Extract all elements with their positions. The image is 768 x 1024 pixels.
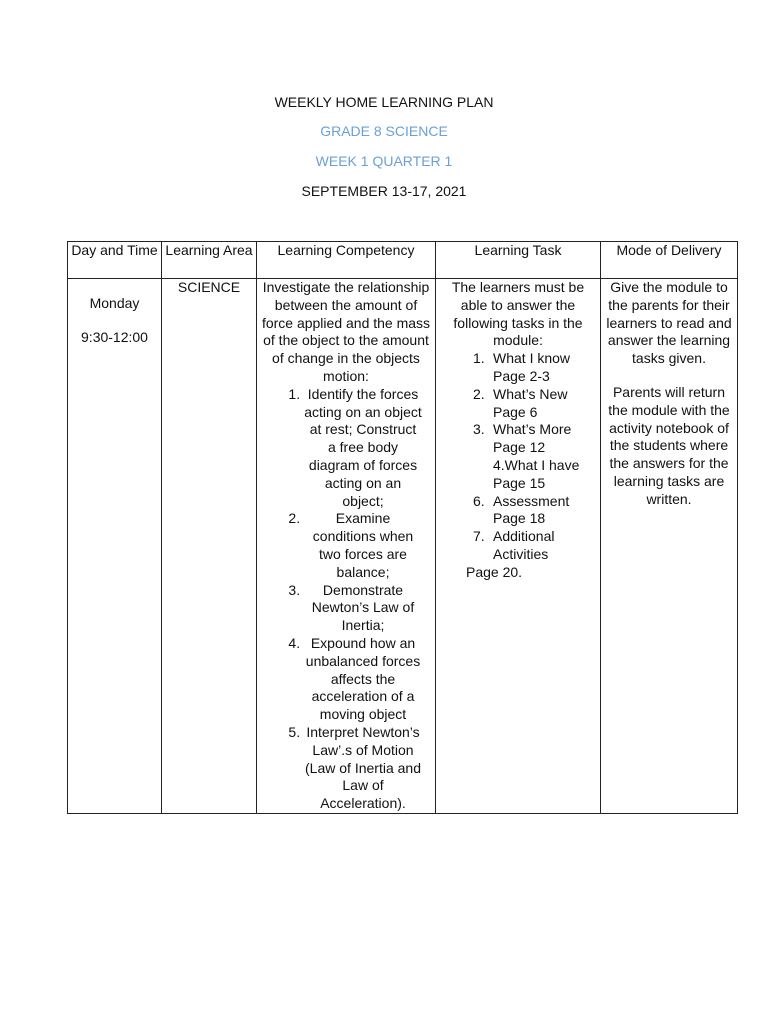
competency-item: 4. Expound how an unbalanced forces affects the acceleration of a moving object <box>304 635 432 724</box>
task-name: What’s New <box>493 385 568 402</box>
task-name: What’s More <box>493 421 572 438</box>
delivery-instructions: Give the module to the parents for their learners to read and answer the learning tasks given. <box>606 279 732 367</box>
learning-plan-table <box>67 241 738 814</box>
header-day-time: Day and Time <box>68 242 162 279</box>
competency-intro: Investigate the relationship between the amount of force applied and the mass of the object to the amount of change in the objects motion: <box>261 279 431 384</box>
task-item <box>473 350 597 386</box>
task-page: Page 15 <box>493 474 546 491</box>
header-learning-task: Learning Task <box>436 242 601 279</box>
header-mode-of-delivery: Mode of Delivery <box>601 242 738 279</box>
task-list <box>439 350 597 564</box>
task-page: Page 12 <box>493 439 546 456</box>
header-learning-area: Learning Area <box>162 242 257 279</box>
task-item <box>473 493 597 529</box>
task-name: Assessment <box>493 492 570 509</box>
week-heading: WEEK 1 QUARTER 1 <box>315 153 453 169</box>
day-time-cell <box>68 279 162 814</box>
task-page: Page 6 <box>493 403 538 420</box>
task-item <box>473 421 597 457</box>
date-range: SEPTEMBER 13-17, 2021 <box>301 183 467 199</box>
task-item <box>473 457 597 493</box>
task-number: 7. <box>473 528 485 545</box>
competency-item: 2. Examine conditions when two forces are balance; <box>304 510 432 581</box>
competency-item: 1. Identify the forces acting on an object at rest; Construct a free body diagram of forces acting on an object; <box>304 386 432 511</box>
task-last-page: Page 20. <box>466 563 523 580</box>
delivery-cell <box>601 279 738 814</box>
task-page: Page 2-3 <box>493 367 550 384</box>
table-row <box>68 279 738 814</box>
delivery-return-note: Parents will return the module with the activity notebook of the students where the answers for the learning tasks are written. <box>608 383 730 507</box>
task-intro: The learners must be able to answer the following tasks in the module: <box>451 279 585 349</box>
day-label: Monday <box>89 295 140 311</box>
task-number: 1. <box>473 350 485 367</box>
learning-area-cell: SCIENCE <box>162 279 257 814</box>
task-name: What I know <box>493 350 571 367</box>
task-name: 4.What I have <box>493 456 580 473</box>
header-learning-competency: Learning Competency <box>257 242 436 279</box>
competency-item: 5. Interpret Newton’s Law’.s of Motion (Law of Inertia and Law of Acceleration). <box>304 724 432 813</box>
competency-cell <box>257 279 436 814</box>
grade-heading: GRADE 8 SCIENCE <box>320 123 448 139</box>
table-header-row <box>68 242 738 279</box>
task-number: 6. <box>473 492 485 509</box>
task-page: Page 18 <box>493 510 546 527</box>
task-item <box>473 528 597 564</box>
document-title: WEEKLY HOME LEARNING PLAN <box>274 94 494 110</box>
task-number: 3. <box>473 421 485 438</box>
competency-item: 3. Demonstrate Newton’s Law of Inertia; <box>304 582 432 635</box>
task-item <box>473 386 597 422</box>
task-name: Additional Activities <box>493 528 555 562</box>
competency-list <box>260 386 432 813</box>
task-cell <box>436 279 601 814</box>
time-label: 9:30-12:00 <box>81 328 148 345</box>
task-number: 2. <box>473 385 485 402</box>
